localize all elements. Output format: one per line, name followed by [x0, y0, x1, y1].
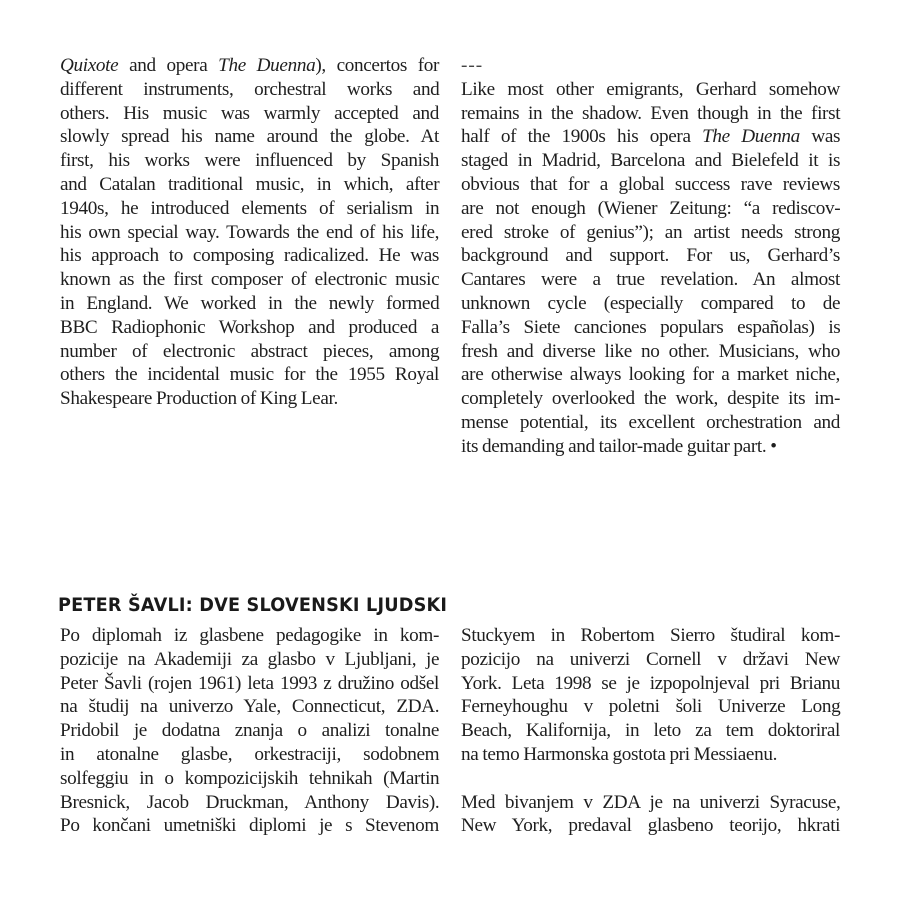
text-line: staged in Madrid, Barcelona and Bielefeld it is: [461, 150, 841, 172]
text-line: are not enough (Wiener Zeitung: “a rediscov-: [461, 197, 841, 219]
text-line: New York, predaval glasbeno teorijo, hkrati: [461, 815, 841, 837]
text-line: slowly spread his name around the globe. At: [60, 126, 439, 148]
italic-title: The Duenna: [218, 55, 316, 76]
text-line: his approach to composing radicalized. He was: [60, 245, 440, 267]
text-line: in England. We worked in the newly formed: [60, 292, 440, 314]
text-line: Beach, Kalifornija, in leto za tem doktoriral: [461, 720, 840, 742]
text-line: number of electronic abstract pieces, among: [60, 340, 440, 362]
text-line: Falla’s Siete canciones populars españolas) is: [461, 316, 841, 338]
text-line: first, his works were influenced by Spanish: [60, 150, 439, 172]
text-line: ered stroke of genius”); an artist needs strong: [461, 221, 840, 243]
bottom-right-column: [461, 624, 840, 838]
text-line: Po končani umetniški diplomi je s Stevenom: [60, 815, 439, 837]
text-line: York. Leta 1998 se je izpopolnjeval pri Brianu: [461, 672, 840, 694]
text-line: Stuckyem in Robertom Sierro študiral kom-: [461, 625, 840, 646]
text-line: and Catalan traditional music, in which, after: [60, 173, 440, 195]
text-line: others the incidental music for the 1955 Royal: [60, 364, 439, 386]
text-line: fresh and diverse like no other. Musicians, who: [461, 340, 840, 362]
text-line: [60, 54, 439, 78]
text-line: are otherwise always looking for a market niche,: [461, 364, 840, 386]
bottom-left-column: [60, 624, 439, 838]
text-line: solfeggiu in o kompozicijskih tehnikah (Martin: [60, 767, 440, 789]
text-line: Po diplomah iz glasbene pedagogike in kom-: [60, 625, 439, 646]
text-line: na študij na univerzo Yale, Connecticut, ZDA.: [60, 696, 440, 718]
text-span: ), concertos for: [315, 55, 440, 76]
paragraph-gap: [461, 767, 840, 791]
italic-title: The Duenna: [702, 126, 800, 148]
top-right-column: [461, 54, 840, 459]
text-line: others. His music was warmly accepted and: [60, 102, 439, 124]
text-line: Like most other emigrants, Gerhard somehow: [461, 78, 840, 100]
text-line: na temo Harmonska gostota pri Messiaenu.: [461, 743, 778, 765]
text-line: [461, 125, 840, 149]
text-line: Shakespeare Production of King Lear.: [60, 388, 338, 410]
text-line: Ferneyhoughu v poletni šoli Univerze Long: [461, 696, 841, 718]
text-line: his own special way. Towards the end of his life,: [60, 221, 440, 243]
text-line: Peter Šavli (rojen 1961) leta 1993 z družino odšel: [60, 672, 440, 694]
text-span: half of the 1900s his opera: [461, 126, 703, 148]
text-line: in atonalne glasbe, orkestraciji, sodobnem: [60, 743, 440, 765]
text-line: unknown cycle (especially compared to de: [461, 292, 841, 314]
text-line: BBC Radiophonic Workshop and produced a: [60, 316, 439, 338]
text-line: different instruments, orchestral works and: [60, 78, 440, 100]
italic-title: Quixote: [60, 55, 119, 76]
text-line: background and support. For us, Gerhard’s: [461, 245, 840, 267]
top-left-column: [60, 54, 439, 411]
text-span: was: [799, 126, 841, 148]
text-line: completely overlooked the work, despite its im-: [461, 388, 840, 410]
text-line: obvious that for a global success rave reviews: [461, 173, 840, 195]
section-heading: PETER ŠAVLI: DVE SLOVENSKI LJUDSKI: [58, 594, 448, 616]
text-line: its demanding and tailor-made guitar part. •: [461, 435, 777, 457]
text-line: pozicije na Akademiji za glasbo v Ljubljani, je: [60, 648, 440, 670]
text-line: Pridobil je dodatna znanja o analizi tonalne: [60, 720, 440, 742]
text-line: mense potential, its excellent orchestration and: [461, 411, 840, 433]
text-line: 1940s, he introduced elements of serialism in: [60, 197, 440, 219]
text-line: known as the first composer of electronic music: [60, 269, 440, 291]
text-line: pozicijo na univerzi Cornell v državi New: [461, 648, 840, 670]
text-line: Med bivanjem v ZDA je na univerzi Syracuse,: [461, 791, 841, 813]
section-separator: ---: [461, 55, 484, 76]
text-span: and opera: [129, 55, 219, 76]
text-line: Cantares were a true revelation. An almost: [461, 269, 840, 291]
text-line: Bresnick, Jacob Druckman, Anthony Davis).: [60, 791, 440, 813]
text-line: remains in the shadow. Even though in the first: [461, 102, 841, 124]
